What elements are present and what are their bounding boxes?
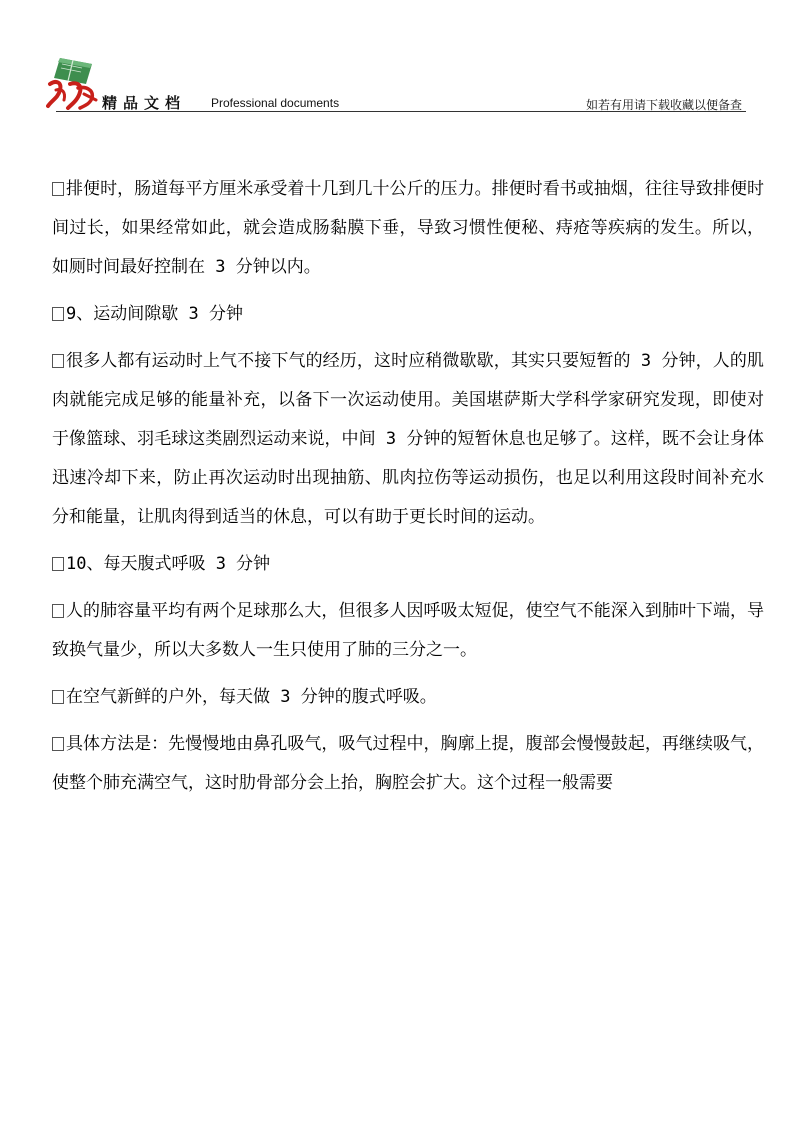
paragraph xyxy=(52,678,764,717)
paragraph-text: 人的肺容量平均有两个足球那么大，但很多人因呼吸太短促，使空气不能深入到肺叶下端，导致换气量少，所以大多数人一生只使用了肺的三分之一。 xyxy=(52,601,764,660)
paragraph-text: 很多人都有运动时上气不接下气的经历，这时应稍微歇歇，其实只要短暂的 3 分钟，人的肌肉就能完成足够的能量补充，以备下一次运动使用。美国堪萨斯大学科学家研究发现，即使对于像篮球、羽毛球这类剧烈运动来说，中间 3 分钟的短暂休息也足够了。这样，既不会让身体迅速冷却下来，防止再次运动时出现抽筋、肌肉拉伤等运动损伤，也足以利用这段时间补充水分和能量，让肌肉得到适当的休息，可以有助于更长时间的运动。 xyxy=(52,351,764,527)
bullet-box-icon xyxy=(52,690,64,704)
bullet-box-icon xyxy=(52,354,64,368)
paragraph-text: 在空气新鲜的户外，每天做 3 分钟的腹式呼吸。 xyxy=(66,687,437,707)
bullet-box-icon xyxy=(52,182,64,196)
bullet-box-icon xyxy=(52,557,64,571)
header-note: 如若有用请下载收藏以便备查 xyxy=(585,98,742,112)
section-heading xyxy=(52,545,764,584)
paragraph xyxy=(52,342,764,537)
paragraph xyxy=(52,725,764,803)
bullet-box-icon xyxy=(52,604,64,618)
bullet-box-icon xyxy=(52,737,64,751)
page-header xyxy=(0,0,794,115)
paragraph xyxy=(52,592,764,670)
section-heading xyxy=(52,295,764,334)
paragraph-text: 排便时，肠道每平方厘米承受着十几到几十公斤的压力。排便时看书或抽烟，往往导致排便时间过长，如果经常如此，就会造成肠黏膜下垂，导致习惯性便秘、痔疮等疾病的发生。所以，如厕时间最好控制在 3 分钟以内。 xyxy=(52,179,764,277)
header-divider xyxy=(56,111,746,112)
heading-text: 10、每天腹式呼吸 3 分钟 xyxy=(66,554,271,574)
heading-text: 9、运动间隙歇 3 分钟 xyxy=(66,304,243,324)
paragraph-text: 具体方法是：先慢慢地由鼻孔吸气，吸气过程中，胸廓上提，腹部会慢慢鼓起，再继续吸气，使整个肺充满空气，这时肋骨部分会上抬，胸腔会扩大。这个过程一般需要 xyxy=(52,734,764,793)
document-body xyxy=(52,170,764,811)
book-logo-icon xyxy=(46,54,98,110)
brand-title: 精品文档 xyxy=(102,94,187,112)
brand-subtitle: Professional documents xyxy=(211,96,340,110)
paragraph xyxy=(52,170,764,287)
bullet-box-icon xyxy=(52,307,64,321)
